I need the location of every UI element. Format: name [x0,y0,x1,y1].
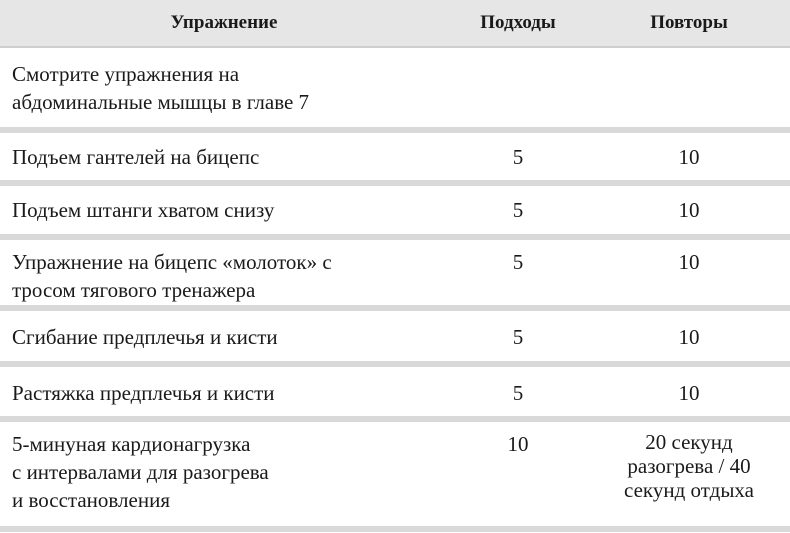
cell-exercise: Смотрите упражнения на абдоминальные мышцы в главе 7 [12,62,310,114]
cell-reps: 10 [678,198,700,222]
table-row [0,422,790,532]
cell-exercise: Подъем штанги хватом снизу [12,198,275,222]
cell-sets [448,60,588,127]
cell-exercise: Растяжка предплечья и кисти [12,381,275,405]
cell-exercise: Упражнение на бицепс «молоток» с тросом тягового тренажера [12,250,332,302]
table-row [0,311,790,367]
table-row [0,186,790,240]
cell-exercise: Подъем гантелей на бицепс [12,145,260,169]
cell-exercise: Сгибание предплечья и кисти [12,325,278,349]
cell-reps: 10 [678,325,700,349]
cell-sets: 5 [512,381,524,405]
cell-reps: 20 секунд разогрева / 40 секунд отдыха [624,430,754,502]
cell-sets: 5 [512,325,524,349]
cell-reps: 10 [678,250,700,274]
table-row [0,133,790,186]
table-row [0,367,790,422]
cell-sets: 5 [512,145,524,169]
header-exercise: Упражнение [170,12,278,33]
cell-reps [588,60,790,127]
cell-reps: 10 [678,145,700,169]
table-row [0,48,790,133]
cell-sets: 5 [512,250,524,274]
cell-reps: 10 [678,381,700,405]
header-sets: Подходы [480,12,556,33]
cell-exercise: 5-минуная кардионагрузка с интервалами для разогрева и восстановления [12,432,269,512]
cell-sets: 5 [512,198,524,222]
table-row [0,240,790,311]
cell-sets: 10 [507,432,529,456]
header-reps: Повторы [650,12,728,33]
table-header [0,0,790,48]
